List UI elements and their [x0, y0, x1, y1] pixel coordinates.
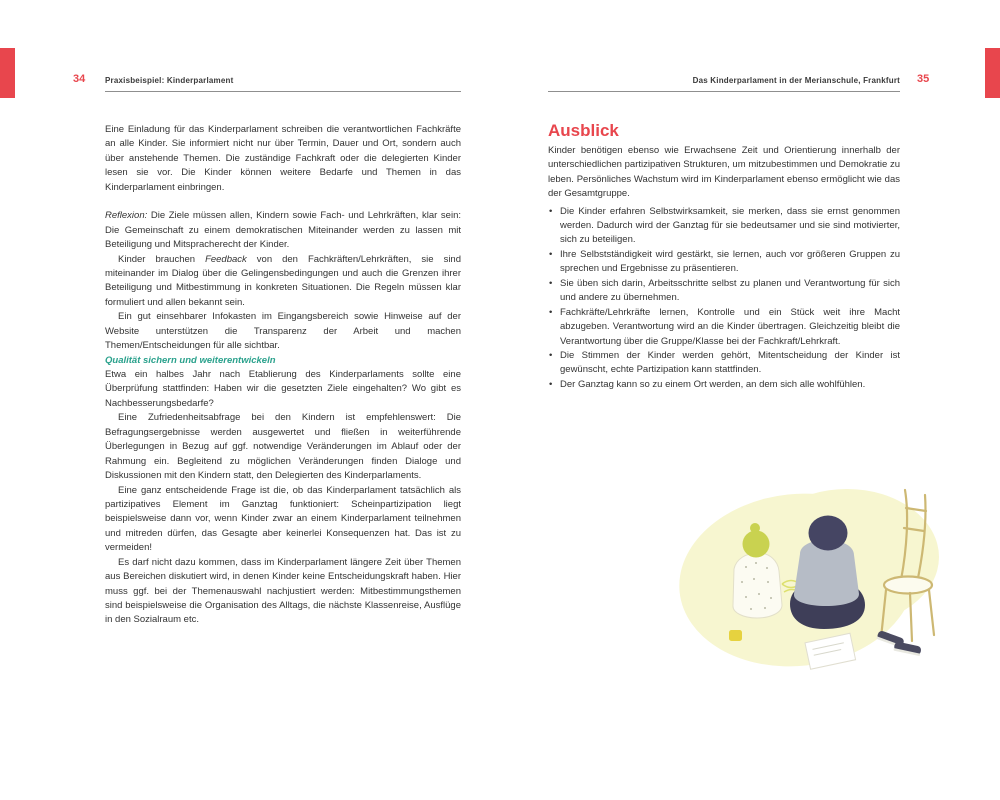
- bullet-item: • Die Stimmen der Kinder werden gehört, Mitentscheidung der Kinder ist gewünscht, echte Partizipation kann stattfinden.: [548, 349, 900, 378]
- feedback-emphasis: Feedback: [205, 253, 247, 265]
- bullet-item: • Sie üben sich darin, Arbeitsschritte selbst zu planen und Verantwortung für sich und andere zu übernehmen.: [548, 277, 900, 306]
- paragraph: Es darf nicht dazu kommen, dass im Kinderparlament längere Zeit über Themen aus Bereichen diskutiert wird, in denen Kinder keine Entscheidungskraft haben. Hier muss ggf. bei der Themenauswahl nachjustiert werden: Mitbestimmungsthemen sind beispielsweise die Organisation des Alltags, die nächste Klassenreise, Ausflüge in den Sozialraum etc.: [105, 556, 461, 626]
- bullet-item: • Die Kinder erfahren Selbstwirksamkeit, sie merken, dass sie ernst genommen werden. Dadurch wird der Ganztag für sie bedeutsamer und sie sind motivierter, sich zu beteiligen.: [548, 205, 900, 248]
- paragraph: Kinder benötigen ebenso wie Erwachsene Zeit und Orientierung innerhalb der unterschiedlichen partizipativen Strukturen, um mitzubestimmen und Demokratie zu leben. Persönliches Wachstum wird im Kinderparlament ebenso ermöglicht wie das der Gesamtgruppe.: [548, 144, 900, 200]
- subsection-heading: Qualität sichern und weiterentwickeln: [105, 354, 276, 366]
- paragraph: Eine Zufriedenheitsabfrage bei den Kindern ist empfehlenswert: Die Befragungsergebnisse werden ausgewertet und fließen in weiterführende Überlegungen in Bezug auf ggf. notwendige Veränderungen im Ablauf oder der Rahmung ein. Begleitend zu möglichen Veränderungen finden Dialoge und Diskussionen mit den Kindern statt, den Delegierten des Kinderparlaments.: [105, 412, 461, 482]
- paragraph: Etwa ein halbes Jahr nach Etablierung des Kinderparlaments sollte eine Überprüfung stattfinden: Haben wir die gesetzten Ziele eingehalten? Wo gibt es Nachbesserungsbedarfe?: [105, 369, 461, 409]
- left-running-header: Praxisbeispiel: Kinderparlament: [105, 76, 234, 85]
- left-page-body: [105, 123, 461, 628]
- paragraph: Ein gut einsehbarer Infokasten im Eingangsbereich sowie Hinweise auf der Website unterstützen die Transparenz der Arbeit und machen Themen/Entscheidungen für alle sichtbar.: [105, 311, 461, 352]
- paragraph: Eine Einladung für das Kinderparlament schreiben die verantwortlichen Fachkräfte an alle Kinder. Sie informiert nicht nur über Termin, Dauer und Ort, sondern auch über anstehende Themen. Die zuständige Fachkraft oder die delegierten Kinder lesen sie vor. Die Kinder können weitere Bedarfe und Themen in das Kinderparlament einbringen.: [105, 124, 461, 193]
- shoes-icon: [876, 630, 922, 656]
- reflexion-text: Die Ziele müssen allen, Kindern sowie Fach- und Lehrkräften, klar sein: Die Gemeinschaft zu einem demokratischen Miteinander werden zu lassen mit Beteiligung und Mitspracherecht der Kinder.: [105, 210, 461, 251]
- bullet-item: • Fachkräfte/Lehrkräfte lernen, Kontrolle und ein Stück weit ihre Macht abzugeben. Verantwortung wird an die Kinder übertragen. Gleichzeitig bleibt die Verantwortung über die Gruppe/Klasse bei der Fachkraft/Lehrkraft.: [548, 306, 900, 349]
- paragraph: [105, 209, 461, 252]
- left-page-edge-tab: [0, 48, 15, 98]
- right-header-rule: [548, 91, 900, 92]
- left-page-number: 34: [73, 73, 86, 85]
- paragraph: [105, 253, 461, 311]
- bullet-item: • Ihre Selbstständigkeit wird gestärkt, sie lernen, auch vor größeren Gruppen zu sprechen und Ergebnisse zu präsentieren.: [548, 248, 900, 277]
- children-illustration-svg: [672, 452, 957, 697]
- paragraph-text: Kinder brauchen: [118, 253, 206, 265]
- cup-icon: [729, 630, 742, 641]
- children-illustration: [672, 452, 957, 697]
- right-running-header: Das Kinderparlament in der Merianschule, Frankfurt: [692, 76, 900, 85]
- bullet-list: [548, 205, 900, 393]
- left-header-rule: [105, 91, 461, 92]
- paragraph: Eine ganz entscheidende Frage ist die, ob das Kinderparlament tatsächlich als partizipatives Element im Ganztag funktioniert: Scheinpartizipation liegt beispielsweise dann vor, wenn Kinder zwar an einem Kinderparlament teilnehmen und mitreden dürfen, das Gesagte aber keinerlei Konsequenzen hat. Das ist zu vermeiden!: [105, 484, 461, 554]
- bullet-item: • Der Ganztag kann so zu einem Ort werden, an dem sich alle wohlfühlen.: [548, 378, 900, 392]
- section-heading: Ausblick: [548, 121, 619, 140]
- paragraph-text: von den Fachkräften/Lehrkräften, sie sind miteinander im Dialog über die Gelingensbedingungen und auch die Grenzen ihrer Beteiligung und Mitbestimmung in konkreten Situationen. Die Regeln müssen klar formuliert und allen bekannt sein.: [105, 253, 461, 308]
- right-page-body: [548, 118, 900, 392]
- right-page-number: 35: [917, 73, 930, 85]
- reflexion-lead: Reflexion:: [105, 210, 148, 222]
- right-page-edge-tab: [985, 48, 1000, 98]
